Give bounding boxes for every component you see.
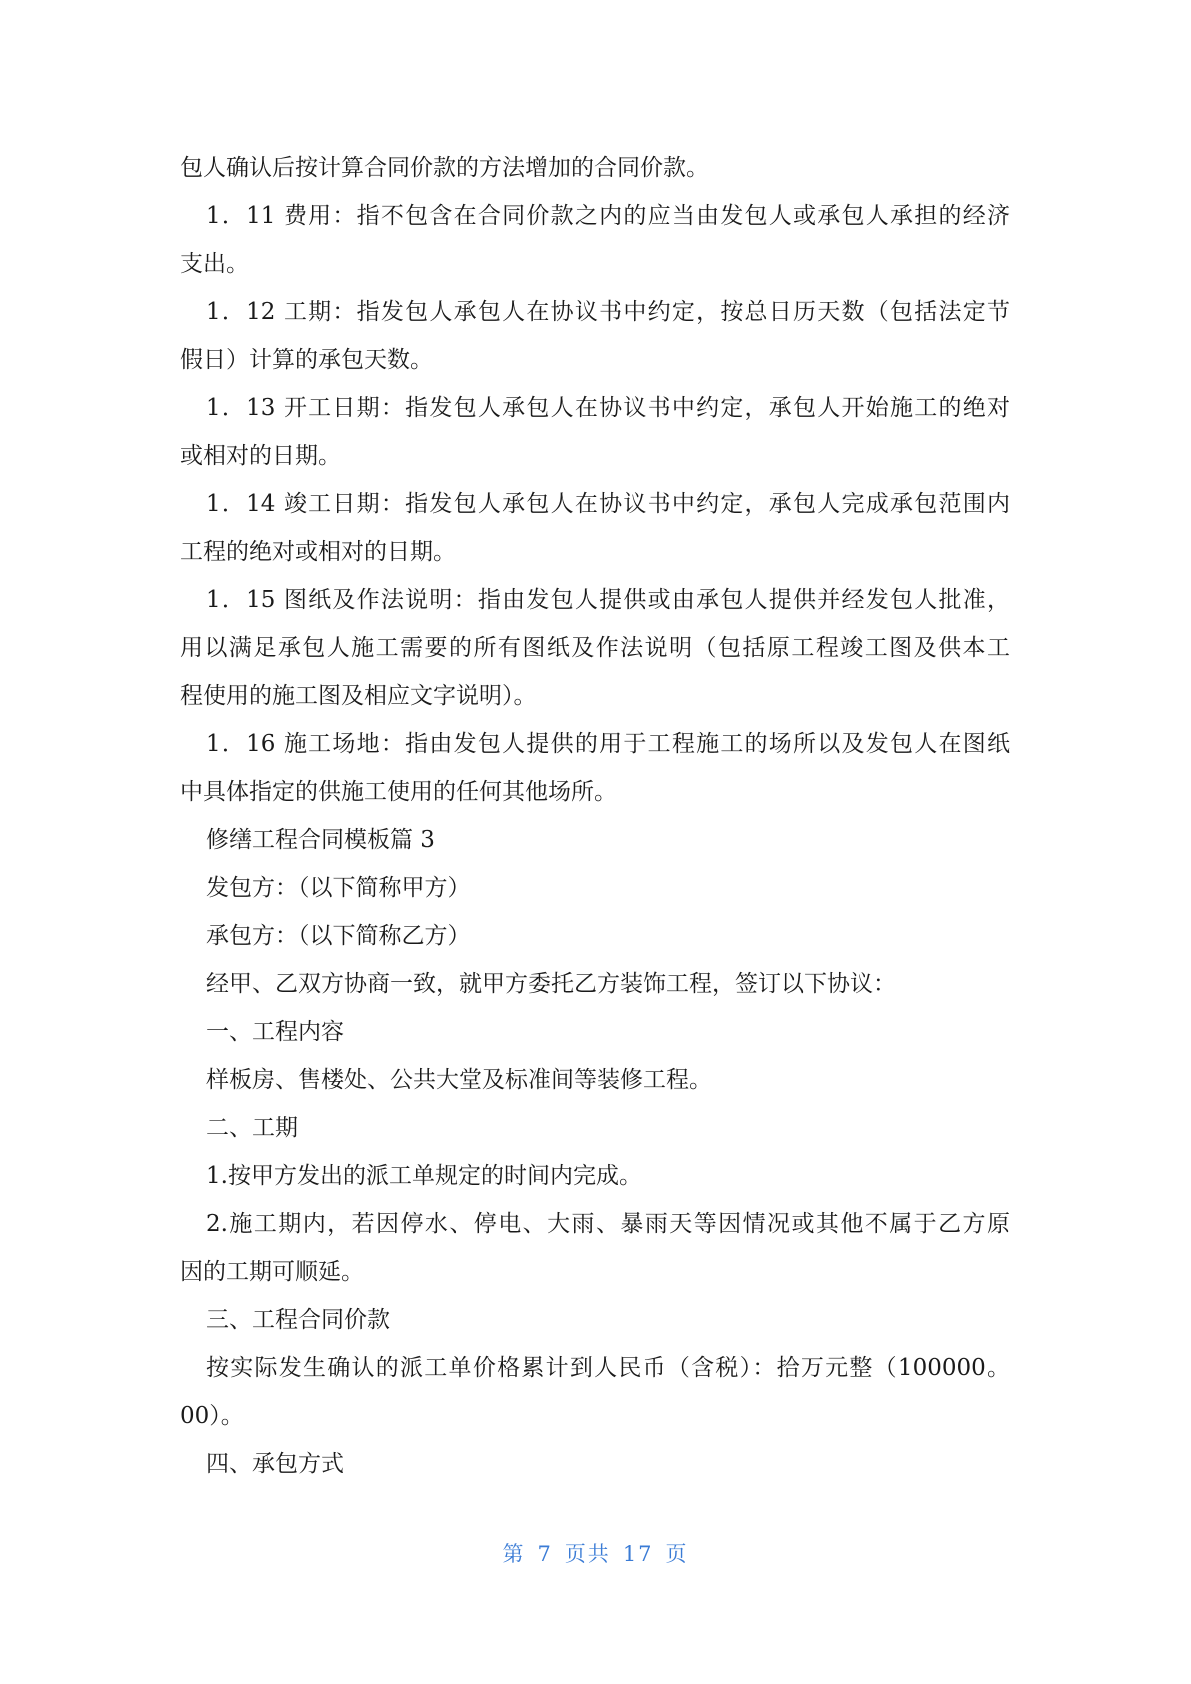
body-line: 假日）计算的承包天数。 <box>180 347 433 373</box>
body-line: 1．16 施工场地：指由发包人提供的用于工程施工的场所以及发包人在图纸 <box>206 731 1010 757</box>
body-line: 1．11 费用：指不包含在合同价款之内的应当由发包人或承包人承担的经济 <box>206 203 1010 229</box>
body-line: 工程的绝对或相对的日期。 <box>180 539 456 565</box>
body-line: 中具体指定的供施工使用的任何其他场所。 <box>180 779 617 805</box>
body-line: 按实际发生确认的派工单价格累计到人民币（含税）：拾万元整（100000。 <box>206 1355 1010 1381</box>
section-title: 修缮工程合同模板篇 3 <box>206 827 435 853</box>
section-heading: 二、工期 <box>206 1115 298 1141</box>
section-heading: 四、承包方式 <box>206 1451 344 1477</box>
page-label-suffix: 页 <box>665 1542 689 1566</box>
current-page-number: 7 <box>537 1542 553 1566</box>
section-heading: 一、工程内容 <box>206 1019 344 1045</box>
document-body <box>180 144 1010 1488</box>
body-line: 2.施工期内，若因停水、停电、大雨、暴雨天等因情况或其他不属于乙方原 <box>206 1211 1010 1237</box>
page-label-prefix: 第 <box>502 1542 526 1566</box>
total-page-number: 17 <box>622 1542 654 1566</box>
body-line: 样板房、售楼处、公共大堂及标准间等装修工程。 <box>206 1067 712 1093</box>
body-line: 00）。 <box>180 1403 244 1429</box>
body-line: 1．13 开工日期：指发包人承包人在协议书中约定，承包人开始施工的绝对 <box>206 395 1010 421</box>
party-a-line: 发包方：（以下简称甲方） <box>206 875 471 901</box>
body-line: 1．14 竣工日期：指发包人承包人在协议书中约定，承包人完成承包范围内 <box>206 491 1010 517</box>
body-line: 经甲、乙双方协商一致，就甲方委托乙方装饰工程，签订以下协议： <box>206 971 896 997</box>
party-b-line: 承包方：（以下简称乙方） <box>206 923 471 949</box>
body-line: 因的工期可顺延。 <box>180 1259 364 1285</box>
body-line: 支出。 <box>180 251 249 277</box>
page-label-mid: 页共 <box>564 1542 611 1566</box>
body-line: 1．15 图纸及作法说明：指由发包人提供或由承包人提供并经发包人批准， <box>206 587 1010 613</box>
body-line: 1．12 工期：指发包人承包人在协议书中约定，按总日历天数（包括法定节 <box>206 299 1010 325</box>
page-footer <box>0 1538 1191 1568</box>
body-line: 或相对的日期。 <box>180 443 341 469</box>
section-heading: 三、工程合同价款 <box>206 1307 390 1333</box>
body-line: 程使用的施工图及相应文字说明）。 <box>180 683 537 709</box>
body-line: 包人确认后按计算合同价款的方法增加的合同价款。 <box>180 155 709 181</box>
body-line: 1.按甲方发出的派工单规定的时间内完成。 <box>206 1163 642 1189</box>
body-line: 用以满足承包人施工需要的所有图纸及作法说明（包括原工程竣工图及供本工 <box>180 635 1010 661</box>
